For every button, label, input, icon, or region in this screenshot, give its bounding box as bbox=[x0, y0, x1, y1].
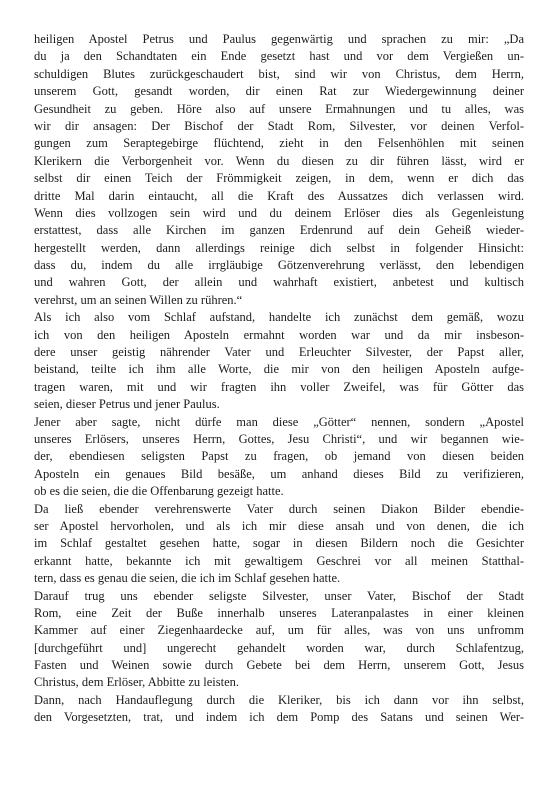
text-line: wir dir ansagen: Der Bischof der Stadt Rom, Silvester, vor deinen Verfol- bbox=[34, 118, 524, 133]
text-line: Rom, eine Zeit der Buße innerhalb unseres Lateranpalastes in einer kleinen bbox=[34, 605, 524, 620]
text-line: dritte Mal darin eintaucht, all die Kraft des Aussatzes dich verlassen wird. bbox=[34, 188, 524, 203]
text-line: Gesundheit zu geben. Höre also auf unsere Ermahnungen und tu alles, was bbox=[34, 101, 524, 116]
text-line: heiligen Apostel Petrus und Paulus gegenwärtig und sprachen zu mir: „Da bbox=[34, 32, 524, 46]
text-line: tern, dass es genau die seien, die ich im Schlaf gesehen hatte. bbox=[34, 571, 341, 586]
text-line: ob es die seien, die die Offenbarung gezeigt hatte. bbox=[34, 484, 284, 499]
text-line: seien, dieser Petrus und jener Paulus. bbox=[34, 397, 220, 412]
text-line: Wenn dies vollzogen sein wird und du deinem Erlöser dies als Gegenleistung bbox=[34, 205, 524, 220]
text-line: du ja den Schandtaten ein Ende gesetzt hast und vor dem Vergießen un- bbox=[34, 49, 524, 64]
text-line: beistand, teilte ich ihm alle Worte, die mir von den heiligen Aposteln aufge- bbox=[34, 362, 524, 377]
text-line: Jener aber sagte, nicht dürfe man diese „Götter“ nennen, sondern „Apostel bbox=[34, 414, 524, 429]
text-line: Klerikern die Verborgenheit vor. Wenn du diesen zu dir führen lässt, wird er bbox=[34, 153, 524, 168]
text-line: Dann, nach Handauflegung durch die Kleriker, bis ich dann vor ihn selbst, bbox=[34, 692, 524, 707]
text-line: Darauf trug uns ebender seligste Silvester, unser Vater, Bischof der Stadt bbox=[34, 588, 524, 603]
text-line: gungen zum Seraptegebirge flüchtend, zieht in den Felsenhöhlen mit seinen bbox=[34, 136, 524, 151]
text-line: ser Apostel hervorholen, und als ich mir diese ansah und von denen, die ich bbox=[34, 518, 524, 533]
text-line: verehrst, um an seinen Willen zu rühren.“ bbox=[34, 292, 243, 307]
text-line: ich von den heiligen Aposteln ermahnt worden war und da mir insbeson- bbox=[34, 327, 524, 342]
text-line: Als ich also vom Schlaf aufstand, handelte ich zunächst dem gemäß, wozu bbox=[34, 310, 524, 325]
text-line: tragen waren, mit und wir fragten ihn voller Zweifel, was für Götter das bbox=[34, 379, 524, 394]
text-line: unseres Erlösers, unseres Herrn, Gottes, Jesu Christi“, und wir begannen wie- bbox=[34, 431, 524, 446]
text-line: erkannt hatte, bekannte ich mit gewaltigem Geschrei vor all meinen Statthal- bbox=[34, 553, 524, 568]
text-line: dere unser geistig nährender Vater und Erleuchter Silvester, der Papst aller, bbox=[34, 345, 524, 360]
text-line: der, ebendiesen seligsten Papst zu fragen, ob jemand von diesen beiden bbox=[34, 449, 524, 464]
text-line: Da ließ ebender verehrenswerte Vater durch seinen Diakon Bilder ebendie- bbox=[34, 501, 524, 516]
text-line: im Schlaf gestaltet gesehen hatte, sogar in diesen Bildern noch die Gesichter bbox=[34, 536, 524, 551]
text-line: und wahren Gott, der allein und wahrhaft existiert, anbetest und kultisch bbox=[34, 275, 524, 290]
text-line: dass du, indem du alle irrgläubige Götzenverehrung verlässt, den lebendigen bbox=[34, 258, 524, 273]
text-line: Fasten und Weinen sowie durch Gebete bei dem Herrn, unserem Gott, Jesus bbox=[34, 658, 524, 673]
text-line: den Vorgesetzten, trat, und indem ich dem Pomp des Satans und seinen Wer- bbox=[34, 710, 524, 725]
text-line: Kammer auf einer Ziegenhaardecke auf, um für alles, was von uns unfromm bbox=[34, 623, 524, 638]
document-page bbox=[34, 31, 524, 727]
text-line: hergestellt werden, dann allerdings reinige dich selbst in folgender Hinsicht: bbox=[34, 240, 524, 255]
text-line: Aposteln ein genaues Bild besäße, um anhand dieses Bild zu verifizieren, bbox=[34, 466, 524, 481]
text-line: unserem Gott, gesandt worden, dir einen Rat zur Wiedergewinnung deiner bbox=[34, 84, 524, 99]
text-line: erstattest, dass alle Kirchen im ganzen Erdenrund auf dein Geheiß wieder- bbox=[34, 223, 524, 238]
text-line: selbst dir einen Teich der Frömmigkeit zeigen, in dem, wenn er dich das bbox=[34, 171, 524, 186]
text-line: Christus, dem Erlöser, Abbitte zu leisten. bbox=[34, 675, 240, 690]
text-line: [durchgeführt und] ungerecht gehandelt worden war, durch Schlafentzug, bbox=[34, 640, 524, 655]
text-line: schuldigen Blutes zurückgeschaudert bist, sind wir von Christus, dem Herrn, bbox=[34, 66, 524, 81]
